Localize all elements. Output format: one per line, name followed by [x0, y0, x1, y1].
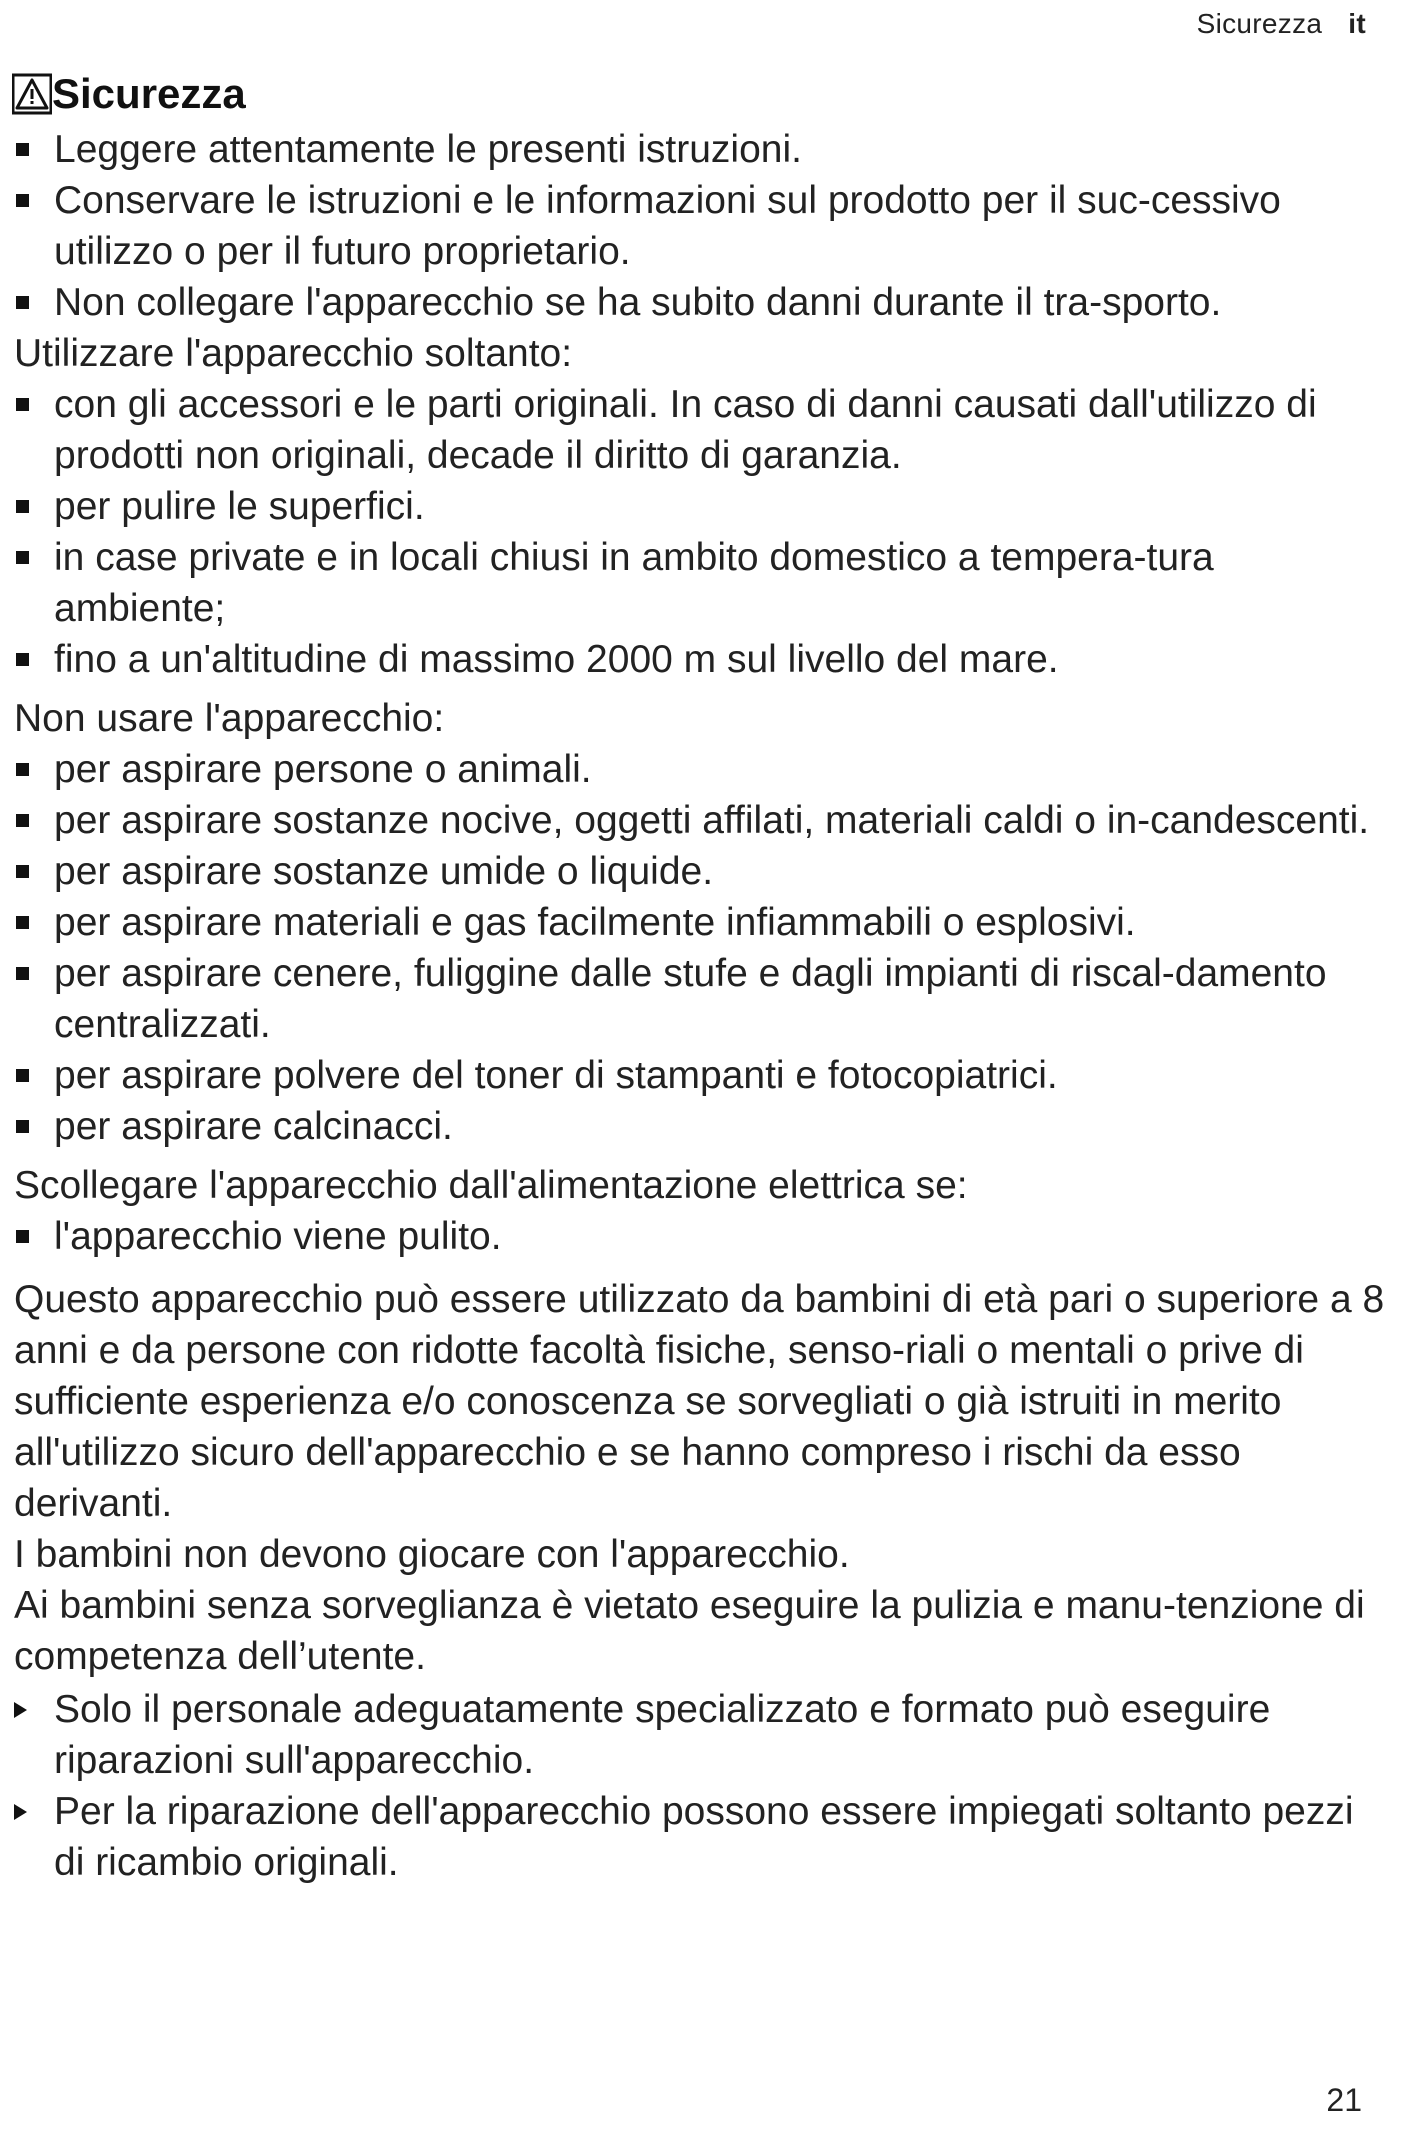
square-bullet-icon — [16, 1069, 29, 1082]
do-not-use-list — [14, 744, 1394, 1152]
running-header — [1197, 8, 1366, 40]
square-bullet-icon — [16, 1120, 29, 1133]
square-bullet-icon — [16, 551, 29, 564]
triangle-arrow-icon — [14, 1804, 27, 1820]
list-item: per aspirare materiali e gas facilmente infiammabili o esplosivi. — [14, 897, 1394, 948]
square-bullet-icon — [16, 143, 29, 156]
square-bullet-icon — [16, 814, 29, 827]
square-bullet-icon — [16, 916, 29, 929]
children-play-paragraph: I bambini non devono giocare con l'apparecchio. — [14, 1533, 850, 1576]
list-item: per aspirare calcinacci. — [14, 1101, 1394, 1152]
disconnect-heading: Scollegare l'apparecchio dall'alimentazione elettrica se: — [14, 1164, 968, 1207]
square-bullet-icon — [16, 763, 29, 776]
use-only-list — [14, 379, 1394, 685]
instruction-list — [14, 1684, 1394, 1888]
disconnect-list — [14, 1211, 1394, 1262]
triangle-arrow-icon — [14, 1702, 27, 1718]
square-bullet-icon — [16, 398, 29, 411]
running-header-section: Sicurezza — [1196, 8, 1323, 39]
square-bullet-icon — [16, 500, 29, 513]
list-item: Non collegare l'apparecchio se ha subito danni durante il tra-sporto. — [14, 277, 1394, 328]
list-item: l'apparecchio viene pulito. — [14, 1211, 1394, 1262]
section-heading — [12, 64, 1394, 124]
safety-section — [14, 64, 1394, 1888]
page-number: 21 — [1326, 2082, 1362, 2118]
list-item: in case private e in locali chiusi in ambito domestico a tempera-tura ambiente; — [14, 532, 1394, 634]
list-item: fino a un'altitudine di massimo 2000 m sul livello del mare. — [14, 634, 1394, 685]
list-item: per aspirare sostanze nocive, oggetti affilati, materiali caldi o in-candescenti. — [14, 795, 1394, 846]
warning-icon — [12, 72, 52, 116]
square-bullet-icon — [16, 194, 29, 207]
list-item: con gli accessori e le parti originali. In caso di danni causati dall'utilizzo di prodotti non originali, decade il diritto di garanzia. — [14, 379, 1394, 481]
use-only-heading: Utilizzare l'apparecchio soltanto: — [14, 332, 573, 375]
list-item: per aspirare polvere del toner di stampanti e fotocopiatrici. — [14, 1050, 1394, 1101]
list-item: Leggere attentamente le presenti istruzioni. — [14, 124, 1394, 175]
square-bullet-icon — [16, 865, 29, 878]
intro-list — [14, 124, 1394, 328]
children-paragraph: Questo apparecchio può essere utilizzato da bambini di età pari o superiore a 8 anni e da persone con ridotte facoltà fisiche, senso-riali o mentali o prive di sufficiente esperienza e/o conoscenza se sorvegliati o già istruiti in merito all'utilizzo sicuro dell'apparecchio e se hanno compreso i rischi da esso derivanti. — [14, 1278, 1385, 1525]
instruction-item: Per la riparazione dell'apparecchio possono essere impiegati soltanto pezzi di ricambio originali. — [14, 1786, 1394, 1888]
square-bullet-icon — [16, 296, 29, 309]
page-title: Sicurezza — [52, 70, 246, 117]
list-item: per pulire le superfici. — [14, 481, 1394, 532]
list-item: Conservare le istruzioni e le informazioni sul prodotto per il suc-cessivo utilizzo o per il futuro proprietario. — [14, 175, 1394, 277]
list-item: per aspirare cenere, fuliggine dalle stufe e dagli impianti di riscal-damento centralizzati. — [14, 948, 1394, 1050]
children-cleaning-paragraph: Ai bambini senza sorveglianza è vietato eseguire la pulizia e manu-tenzione di competenza dell’utente. — [14, 1584, 1365, 1678]
list-item: per aspirare persone o animali. — [14, 744, 1394, 795]
square-bullet-icon — [16, 967, 29, 980]
instruction-item: Solo il personale adeguatamente specializzato e formato può eseguire riparazioni sull'apparecchio. — [14, 1684, 1394, 1786]
square-bullet-icon — [16, 1230, 29, 1243]
running-header-language: it — [1348, 8, 1366, 39]
square-bullet-icon — [16, 653, 29, 666]
list-item: per aspirare sostanze umide o liquide. — [14, 846, 1394, 897]
do-not-use-heading: Non usare l'apparecchio: — [14, 697, 445, 740]
